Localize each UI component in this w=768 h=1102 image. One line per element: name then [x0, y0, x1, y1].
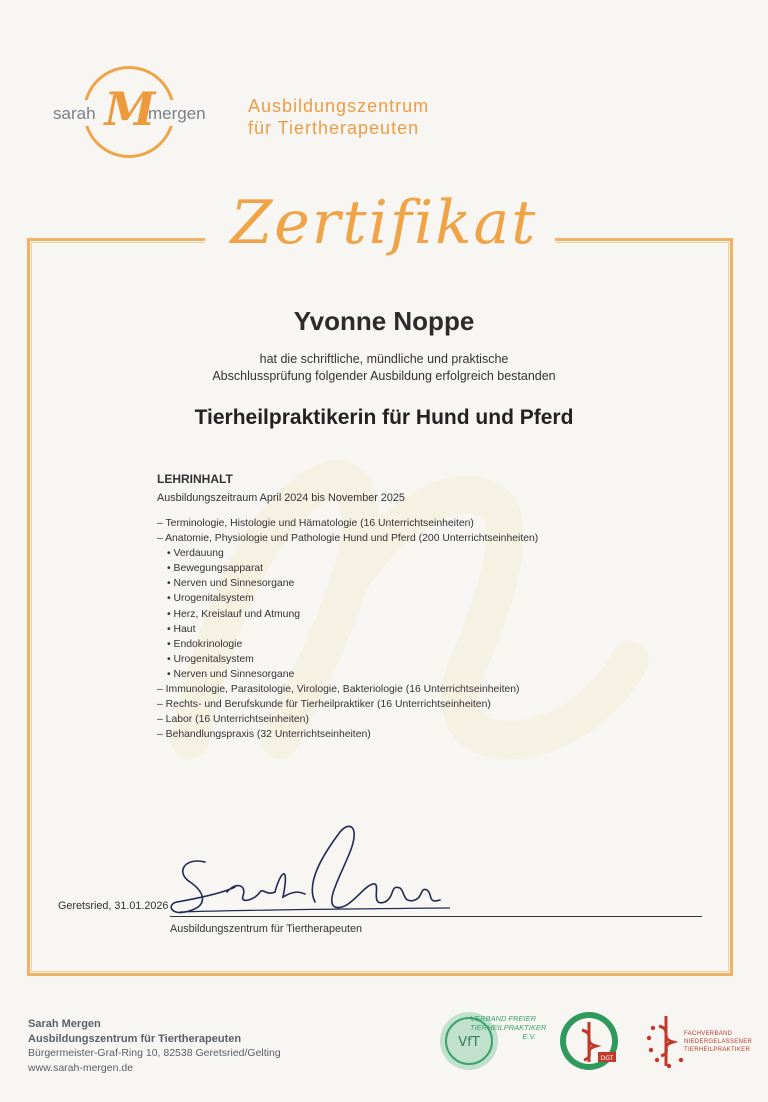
dgt-mark: DGT	[600, 1055, 614, 1062]
contents-list	[157, 516, 538, 742]
list-item: – Terminologie, Histologie und Hämatologie (16 Unterrichtseinheiten)	[157, 518, 474, 529]
list-item: • Haut	[167, 623, 196, 635]
place-date: Geretsried, 31.01.2026	[58, 900, 169, 912]
list-item: – Labor (16 Unterrichtseinheiten)	[157, 714, 309, 726]
list-item: • Nerven und Sinnesorgane	[167, 578, 295, 590]
list-item: • Herz, Kreislauf und Atmung	[167, 608, 301, 620]
certificate-title: Zertifikat	[230, 188, 538, 258]
footer-name: Sarah Mergen	[28, 1018, 101, 1030]
intro-line-1: hat die schriftliche, mündliche und praktische	[259, 352, 509, 366]
list-item: • Nerven und Sinnesorgane	[167, 668, 295, 680]
footer-address	[28, 1017, 281, 1075]
list-item: – Rechts- und Berufskunde für Tierheilpraktiker (16 Unterrichtseinheiten)	[157, 699, 491, 711]
signature-line	[170, 916, 702, 917]
center-name-line2: für Tiertherapeuten	[248, 118, 420, 138]
course-contents	[157, 472, 538, 742]
vft-text-line3: E.V.	[522, 1032, 536, 1041]
list-item: • Verdauung	[167, 548, 224, 560]
logo-last-name: mergen	[148, 104, 206, 123]
training-period: Ausbildungszeitraum April 2024 bis November 2025	[157, 492, 405, 504]
center-name-line1: Ausbildungszentrum	[248, 96, 430, 116]
list-item: • Endokrinologie	[167, 638, 243, 650]
dgt-association-badge	[558, 1010, 620, 1072]
logo-first-name: sarah	[53, 104, 96, 123]
list-item: – Behandlungspraxis (32 Unterrichtseinheiten)	[157, 729, 371, 741]
fnt-association-name	[684, 1030, 752, 1054]
course-title: Tierheilpraktikerin für Hund und Pferd	[194, 406, 574, 429]
handwritten-signature	[165, 812, 455, 927]
fnt-text-line2: NIEDERGELASSENER	[684, 1039, 753, 1045]
list-item: – Immunologie, Parasitologie, Virologie, Bakteriologie (16 Unterrichtseinheiten)	[157, 684, 520, 696]
center-name	[248, 95, 429, 139]
intro-line-2: Abschlussprüfung folgender Ausbildung erfolgreich bestanden	[212, 369, 556, 383]
fnt-text-line3: TIERHEILPRAKTIKER	[684, 1047, 751, 1053]
logo-letter: M	[104, 82, 156, 136]
vft-association-name	[470, 1014, 547, 1041]
list-item: • Urogenitalsystem	[167, 593, 254, 605]
fnt-text-line1: FACHVERBAND	[684, 1031, 733, 1037]
vft-mark: VfT	[458, 1035, 480, 1050]
vft-text-line2: TIERHEILPRAKTIKER	[470, 1023, 547, 1032]
list-item: – Anatomie, Physiologie und Pathologie Hund und Pferd (200 Unterrichtseinheiten)	[157, 533, 539, 545]
recipient-name: Yvonne Noppe	[293, 306, 475, 336]
footer-street: Bürgermeister-Graf-Ring 10, 82538 Geretsried/Gelting	[28, 1047, 281, 1059]
list-item: • Bewegungsapparat	[167, 563, 264, 575]
vft-text-line1: VERBAND FREIER	[470, 1014, 536, 1023]
contents-heading: LEHRINHALT	[157, 472, 233, 486]
footer-website: www.sarah-mergen.de	[28, 1061, 134, 1074]
footer-organisation: Ausbildungszentrum für Tiertherapeuten	[28, 1032, 242, 1045]
signature-caption: Ausbildungszentrum für Tiertherapeuten	[170, 923, 363, 935]
list-item: • Urogenitalsystem	[167, 653, 254, 665]
